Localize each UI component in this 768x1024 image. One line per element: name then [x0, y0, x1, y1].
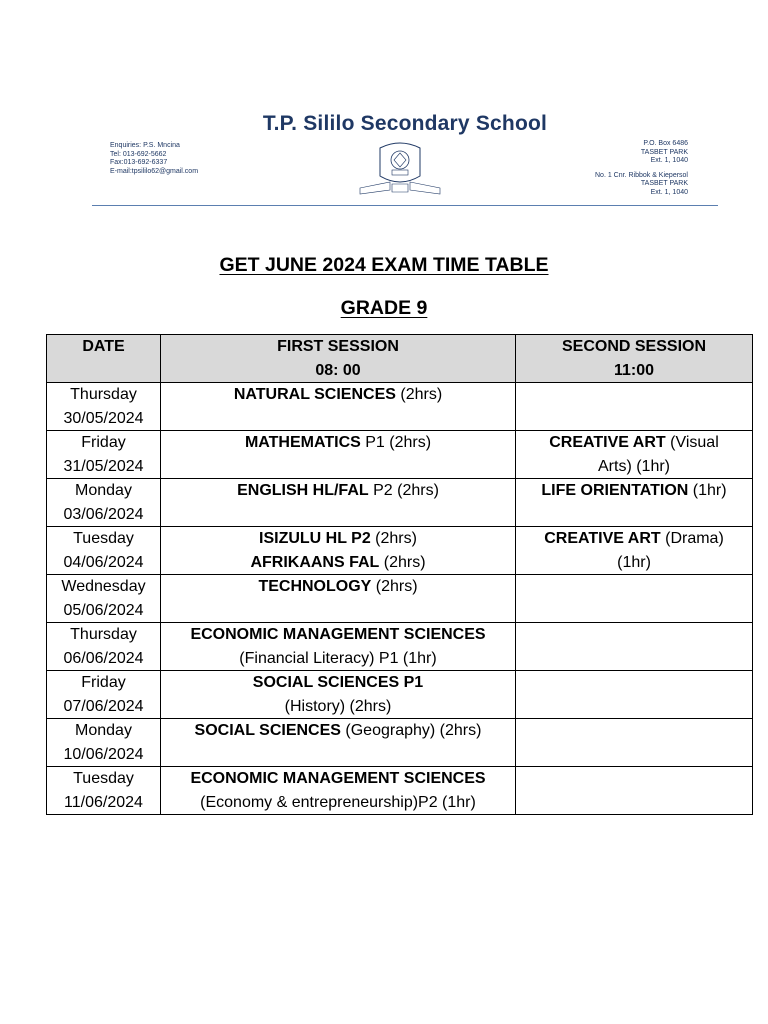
exam-date: 06/06/2024 [63, 649, 144, 667]
subject-detail: (Visual [665, 434, 719, 451]
contact-fax: Fax:013-692-6337 [110, 159, 168, 166]
second-session-cell [516, 623, 753, 671]
subject-line [519, 527, 749, 551]
letterhead-divider [92, 205, 718, 206]
table-row [47, 623, 753, 671]
subject-name: SOCIAL SCIENCES [194, 722, 341, 739]
street-address-line: Ext. 1, 1040 [650, 188, 688, 196]
contact-details [110, 142, 198, 176]
subject-line [164, 671, 512, 695]
first-session-cell [161, 527, 516, 575]
table-row [47, 719, 753, 767]
date-cell [47, 431, 161, 479]
exam-date: 05/06/2024 [63, 601, 144, 619]
postal-address-line: Ext. 1, 1040 [650, 157, 688, 164]
subject-detail: (2hrs) [371, 578, 418, 595]
second-session-cell [516, 671, 753, 719]
subject-detail: (2hrs) [395, 386, 443, 403]
second-session-cell [516, 479, 753, 527]
exam-date: 30/05/2024 [63, 409, 144, 427]
second-session-cell [516, 431, 753, 479]
subject-detail: (Financial Literacy) P1 (1hr) [239, 649, 437, 667]
second-session-cell [516, 527, 753, 575]
subject-detail: (History) (2hrs) [284, 697, 392, 715]
exam-date: 11/06/2024 [64, 793, 143, 811]
subject-line [164, 527, 512, 551]
subject-line [519, 479, 749, 503]
exam-date: 03/06/2024 [63, 505, 144, 523]
date-cell [47, 623, 161, 671]
subject-detail: (Economy & entrepreneurship)P2 (1hr) [200, 793, 476, 811]
first-session-cell [161, 575, 516, 623]
table-row [47, 527, 753, 575]
first-session-cell [161, 431, 516, 479]
subject-line [164, 479, 512, 503]
subject-detail: (2hrs) [379, 553, 426, 571]
subject-line [519, 431, 749, 455]
date-cell [47, 479, 161, 527]
exam-date: 31/05/2024 [63, 457, 144, 475]
subject-name: TECHNOLOGY [258, 578, 372, 595]
subject-detail: (2hrs) [370, 530, 417, 547]
subject-detail: (Drama) [660, 530, 724, 547]
date-cell [47, 671, 161, 719]
exam-day: Thursday [70, 386, 137, 403]
postal-address-line: P.O. Box 6486 [643, 140, 688, 147]
exam-date: 10/06/2024 [63, 745, 144, 763]
contact-email: E-mail:tpsililo62@gmail.com [110, 167, 199, 175]
subject-line [164, 551, 512, 575]
exam-date: 04/06/2024 [63, 553, 144, 571]
subject-line [164, 623, 512, 647]
subject-name: CREATIVE ART [549, 434, 666, 451]
subject-name: ISIZULU HL P2 [259, 530, 371, 547]
second-session-cell [516, 383, 753, 431]
street-address-line: No. 1 Cnr. Ribbok & Kiepersol [595, 171, 688, 179]
subject-line [164, 695, 512, 719]
exam-day: Tuesday [73, 770, 134, 787]
exam-timetable [46, 334, 753, 815]
school-name: T.P. Sililo Secondary School [262, 112, 548, 135]
column-header-date: DATE [47, 335, 161, 383]
subject-name: SOCIAL SCIENCES P1 [252, 674, 424, 691]
letterhead [92, 108, 718, 208]
subject-detail: Arts) (1hr) [598, 457, 670, 475]
table-row [47, 431, 753, 479]
first-session-cell [161, 623, 516, 671]
first-session-cell [161, 479, 516, 527]
exam-day: Friday [81, 674, 126, 691]
first-session-cell [161, 719, 516, 767]
table-row [47, 767, 753, 815]
subject-name: MATHEMATICS [244, 434, 361, 451]
subject-detail: P2 (2hrs) [368, 482, 439, 499]
date-cell [47, 767, 161, 815]
postal-address-line: TASBET PARK [640, 148, 688, 156]
contact-tel: Tel: 013-692-5662 [110, 150, 167, 158]
subject-line [164, 719, 512, 743]
first-session-cell [161, 671, 516, 719]
subject-line [164, 647, 512, 671]
second-session-cell [516, 575, 753, 623]
exam-date: 07/06/2024 [63, 697, 144, 715]
subject-line [519, 551, 749, 575]
first-session-cell [161, 383, 516, 431]
exam-day: Thursday [70, 626, 137, 643]
school-address [595, 140, 688, 197]
document-title: GET JUNE 2024 EXAM TIME TABLE [219, 254, 549, 276]
subject-detail: P1 (2hrs) [360, 434, 432, 451]
exam-day: Monday [75, 482, 132, 499]
exam-day: Tuesday [73, 530, 134, 547]
table-row [47, 479, 753, 527]
subject-line [519, 455, 749, 479]
table-row [47, 383, 753, 431]
table-row [47, 575, 753, 623]
subject-name: ECONOMIC MANAGEMENT SCIENCES [190, 626, 486, 643]
second-session-cell [516, 719, 753, 767]
street-address-line: TASBET PARK [640, 180, 688, 187]
exam-day: Friday [81, 434, 126, 451]
date-cell [47, 719, 161, 767]
table-header-row [47, 335, 753, 383]
date-cell [47, 527, 161, 575]
subject-detail: (1hr) [688, 482, 727, 499]
subject-line [164, 383, 512, 407]
subject-detail: (Geography) (2hrs) [340, 722, 482, 739]
school-crest-icon [350, 136, 450, 198]
date-cell [47, 575, 161, 623]
subject-line [164, 431, 512, 455]
subject-line [164, 575, 512, 599]
subject-line [164, 791, 512, 815]
subject-name: ECONOMIC MANAGEMENT SCIENCES [190, 770, 486, 787]
grade-heading: GRADE 9 [340, 297, 428, 319]
subject-name: LIFE ORIENTATION [541, 482, 689, 499]
table-row [47, 671, 753, 719]
subject-name: AFRIKAANS FAL [250, 553, 380, 571]
second-session-cell [516, 767, 753, 815]
subject-name: ENGLISH HL/FAL [237, 482, 369, 499]
contact-enquiries: Enquiries: P.S. Mncina [110, 142, 180, 149]
subject-name: NATURAL SCIENCES [233, 386, 396, 403]
subject-detail: (1hr) [617, 553, 651, 571]
subject-name: CREATIVE ART [544, 530, 661, 547]
column-header-second-session: SECOND SESSION 11:00 [516, 335, 753, 383]
first-session-cell [161, 767, 516, 815]
exam-day: Wednesday [61, 578, 146, 595]
exam-day: Monday [75, 722, 132, 739]
date-cell [47, 383, 161, 431]
subject-line [164, 767, 512, 791]
column-header-first-session: FIRST SESSION 08: 00 [161, 335, 516, 383]
